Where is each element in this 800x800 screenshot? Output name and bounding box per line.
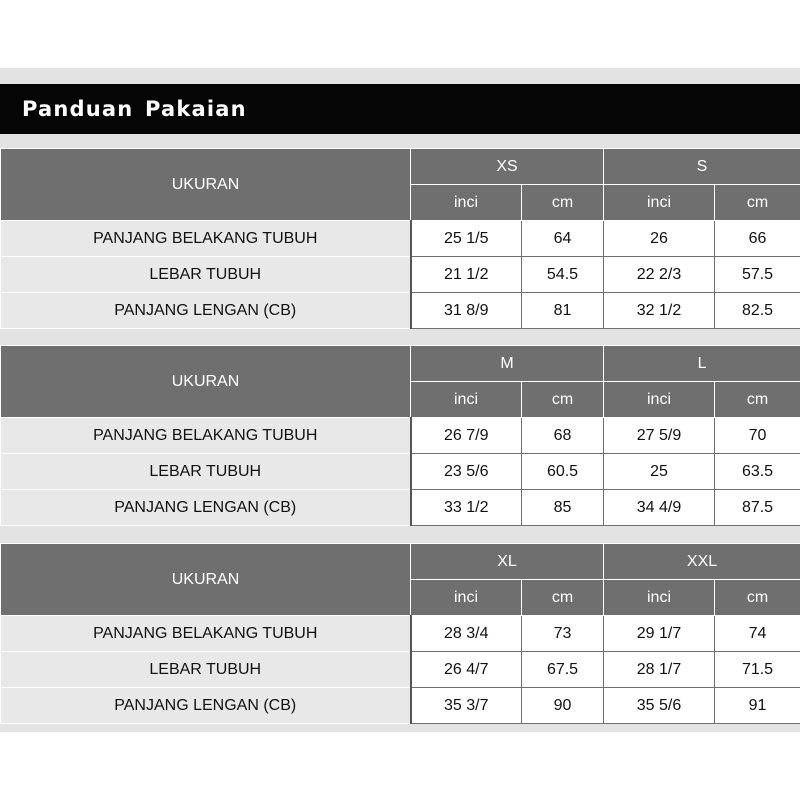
measurement-label: PANJANG LENGAN (CB) bbox=[1, 490, 411, 526]
measurement-label: PANJANG BELAKANG TUBUH bbox=[1, 616, 411, 652]
table-row bbox=[1, 257, 800, 293]
measurement-label: LEBAR TUBUH bbox=[1, 257, 411, 293]
measurement-label: PANJANG LENGAN (CB) bbox=[1, 688, 411, 724]
page-title: Panduan Pakaian bbox=[22, 97, 247, 121]
value-cm: 90 bbox=[522, 688, 604, 724]
value-inch: 22 2/3 bbox=[604, 257, 715, 293]
unit-inch-header: inci bbox=[604, 382, 715, 418]
value-inch: 21 1/2 bbox=[411, 257, 522, 293]
size-header-row bbox=[1, 149, 800, 185]
ukuran-header: UKURAN bbox=[1, 149, 411, 221]
unit-inch-header: inci bbox=[604, 580, 715, 616]
value-cm: 71.5 bbox=[715, 652, 800, 688]
size-name-header: L bbox=[604, 346, 800, 382]
value-cm: 73 bbox=[522, 616, 604, 652]
unit-cm-header: cm bbox=[522, 185, 604, 221]
table-row bbox=[1, 616, 800, 652]
value-inch: 35 3/7 bbox=[411, 688, 522, 724]
size-table-3 bbox=[0, 543, 800, 724]
table-row bbox=[1, 418, 800, 454]
value-inch: 34 4/9 bbox=[604, 490, 715, 526]
value-inch: 26 4/7 bbox=[411, 652, 522, 688]
table-row bbox=[1, 454, 800, 490]
size-header-row bbox=[1, 544, 800, 580]
unit-inch-header: inci bbox=[604, 185, 715, 221]
value-cm: 74 bbox=[715, 616, 800, 652]
ukuran-header: UKURAN bbox=[1, 346, 411, 418]
value-inch: 31 8/9 bbox=[411, 293, 522, 329]
table-row bbox=[1, 490, 800, 526]
value-inch: 33 1/2 bbox=[411, 490, 522, 526]
unit-cm-header: cm bbox=[715, 185, 800, 221]
unit-cm-header: cm bbox=[715, 382, 800, 418]
size-table-1 bbox=[0, 148, 800, 329]
value-cm: 54.5 bbox=[522, 257, 604, 293]
unit-cm-header: cm bbox=[522, 580, 604, 616]
measurement-label: PANJANG LENGAN (CB) bbox=[1, 293, 411, 329]
size-table-2 bbox=[0, 345, 800, 526]
value-cm: 60.5 bbox=[522, 454, 604, 490]
measurement-label: PANJANG BELAKANG TUBUH bbox=[1, 418, 411, 454]
unit-inch-header: inci bbox=[411, 580, 522, 616]
size-name-header: XXL bbox=[604, 544, 800, 580]
unit-cm-header: cm bbox=[522, 382, 604, 418]
size-header-row bbox=[1, 346, 800, 382]
table-row bbox=[1, 688, 800, 724]
unit-inch-header: inci bbox=[411, 382, 522, 418]
value-inch: 32 1/2 bbox=[604, 293, 715, 329]
title-bar bbox=[0, 84, 800, 134]
value-cm: 91 bbox=[715, 688, 800, 724]
value-inch: 29 1/7 bbox=[604, 616, 715, 652]
value-inch: 35 5/6 bbox=[604, 688, 715, 724]
size-name-header: S bbox=[604, 149, 800, 185]
measurement-label: LEBAR TUBUH bbox=[1, 652, 411, 688]
value-inch: 25 bbox=[604, 454, 715, 490]
value-cm: 81 bbox=[522, 293, 604, 329]
ukuran-header: UKURAN bbox=[1, 544, 411, 616]
value-cm: 70 bbox=[715, 418, 800, 454]
value-inch: 28 1/7 bbox=[604, 652, 715, 688]
measurement-label: LEBAR TUBUH bbox=[1, 454, 411, 490]
value-inch: 26 bbox=[604, 221, 715, 257]
unit-cm-header: cm bbox=[715, 580, 800, 616]
value-cm: 87.5 bbox=[715, 490, 800, 526]
value-cm: 68 bbox=[522, 418, 604, 454]
value-inch: 23 5/6 bbox=[411, 454, 522, 490]
value-inch: 28 3/4 bbox=[411, 616, 522, 652]
value-inch: 25 1/5 bbox=[411, 221, 522, 257]
table-row bbox=[1, 221, 800, 257]
value-cm: 64 bbox=[522, 221, 604, 257]
value-cm: 63.5 bbox=[715, 454, 800, 490]
value-cm: 85 bbox=[522, 490, 604, 526]
size-name-header: XS bbox=[411, 149, 604, 185]
value-inch: 27 5/9 bbox=[604, 418, 715, 454]
table-row bbox=[1, 652, 800, 688]
value-cm: 67.5 bbox=[522, 652, 604, 688]
value-cm: 66 bbox=[715, 221, 800, 257]
table-row bbox=[1, 293, 800, 329]
unit-inch-header: inci bbox=[411, 185, 522, 221]
measurement-label: PANJANG BELAKANG TUBUH bbox=[1, 221, 411, 257]
value-cm: 57.5 bbox=[715, 257, 800, 293]
value-cm: 82.5 bbox=[715, 293, 800, 329]
size-name-header: M bbox=[411, 346, 604, 382]
value-inch: 26 7/9 bbox=[411, 418, 522, 454]
size-name-header: XL bbox=[411, 544, 604, 580]
